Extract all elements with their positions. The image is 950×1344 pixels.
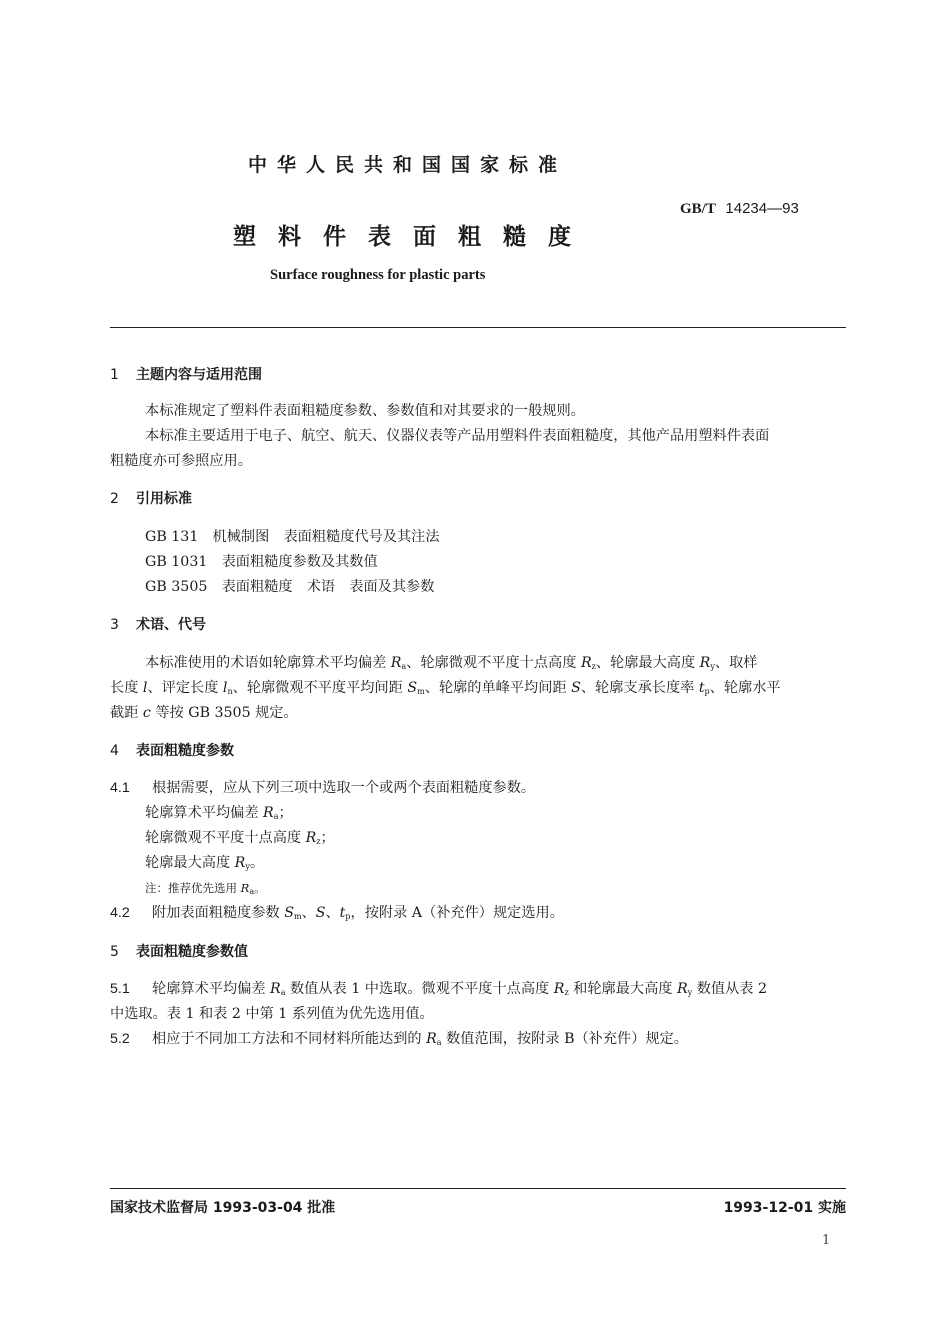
section-2-heading: 2 引用标准	[110, 491, 192, 507]
implementation-date: 1993-12-01 实施	[723, 1200, 846, 1216]
clause-5-2: 5.2 相应于不同加工方法和不同材料所能达到的 $R_a$ 数值范围，按附录 B（补充件）规定。	[110, 1031, 688, 1047]
standard-code-prefix: GB/T	[680, 201, 716, 217]
section-1-para-2-line-1: 本标准主要适用于电子、航空、航天、仪器仪表等产品用塑料件表面粗糙度，其他产品用塑料件表面	[145, 428, 770, 444]
reference-item: GB 131 机械制图 表面粗糙度代号及其注法	[145, 529, 440, 545]
document-title-en: Surface roughness for plastic parts	[270, 267, 486, 283]
parameter-item-ra: 轮廓算术平均偏差 $R_a$；	[145, 805, 293, 821]
parameter-item-ry: 轮廓最大高度 $R_y$。	[145, 855, 265, 871]
clause-4-2: 4.2 附加表面粗糙度参数 $S_m$、S、$t_p$，按附录 A（补充件）规定选用。	[110, 905, 564, 921]
clause-4-1: 4.1 根据需要，应从下列三项中选取一个或两个表面粗糙度参数。	[110, 780, 536, 796]
national-standard-heading: 中华人民共和国国家标准	[248, 154, 568, 176]
clause-5-1-line-1: 5.1 轮廓算术平均偏差 $R_a$ 数值从表 1 中选取。微观不平度十点高度 $R_z$ 和轮廓最大高度 $R_y$ 数值从表 2	[110, 981, 768, 997]
document-title-zh: 塑料件表面粗糙度	[233, 224, 593, 250]
reference-item: GB 3505 表面粗糙度 术语 表面及其参数	[145, 579, 435, 595]
section-3-heading: 3 术语、代号	[110, 617, 206, 633]
footer-divider	[110, 1188, 846, 1189]
note: 注：推荐优先选用 $R_a$。	[145, 881, 266, 896]
section-4-heading: 4 表面粗糙度参数	[110, 743, 234, 759]
parameter-item-rz: 轮廓微观不平度十点高度 $R_z$；	[145, 830, 335, 846]
approval-date: 国家技术监督局 1993-03-04 批准	[110, 1200, 336, 1216]
clause-5-1-line-2: 中选取。表 1 和表 2 中第 1 系列值为优先选用值。	[110, 1006, 434, 1022]
reference-item: GB 1031 表面粗糙度参数及其数值	[145, 554, 378, 570]
section-1-para-2-line-2: 粗糙度亦可参照应用。	[110, 453, 252, 469]
section-1-para-1: 本标准规定了塑料件表面粗糙度参数、参数值和对其要求的一般规则。	[145, 403, 585, 419]
standard-code	[680, 199, 799, 218]
section-3-line-1: 本标准使用的术语如轮廓算术平均偏差 $R_a$、轮廓微观不平度十点高度 $R_z$、轮廓最大高度 $R_y$、取样	[145, 655, 758, 671]
section-3-line-2: 长度 l、评定长度 $l_n$、轮廓微观不平度平均间距 $S_m$、轮廓的单峰平均间距 S、轮廓支承长度率 $t_p$、轮廓水平	[110, 680, 781, 696]
page-number: 1	[822, 1233, 831, 1248]
section-3-line-3: 截距 c 等按 GB 3505 规定。	[110, 705, 298, 721]
section-1-heading: 1 主题内容与适用范围	[110, 367, 262, 383]
standard-code-number: 14234—93	[725, 200, 799, 217]
section-5-heading: 5 表面粗糙度参数值	[110, 944, 248, 960]
header-divider	[110, 327, 846, 328]
